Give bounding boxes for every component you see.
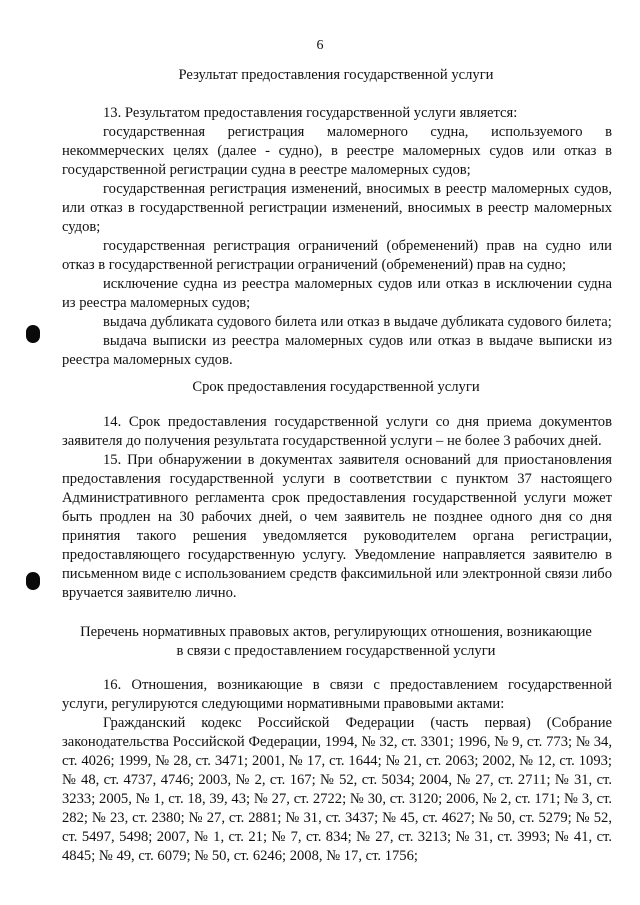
section-body-acts	[62, 676, 612, 866]
section-body-result	[62, 104, 612, 370]
section-heading-result: Результат предоставления государственной услуги	[178, 67, 494, 83]
section-heading-term: Срок предоставления государственной услуги	[192, 379, 480, 395]
section-heading-acts-line2: в связи с предоставлением государственной услуги	[176, 643, 496, 659]
paragraph-item: выдача дубликата судового билета или отказ в выдаче дубликата судового билета;	[103, 314, 612, 330]
paragraph-item: исключение судна из реестра маломерных судов или отказ в исключении судна из реестра маломерных судов;	[62, 276, 612, 311]
paragraph-14: 14. Срок предоставления государственной услуги со дня приема документов заявителя до получения результата государственной услуги – не более 3 рабочих дней.	[62, 414, 612, 449]
paragraph-16: 16. Отношения, возникающие в связи с предоставлением государственной услуги, регулируются следующими нормативными правовыми актами:	[62, 677, 612, 712]
paragraph-item: государственная регистрация маломерного судна, используемого в некоммерческих целях (далее - судно), в реестре маломерных судов или отказ в государственной регистрации судна в реестре маломерных судов;	[62, 124, 612, 178]
punch-hole-mark	[26, 325, 40, 343]
page-number: 6	[316, 38, 324, 53]
paragraph-item: государственная регистрация ограничений (обременений) прав на судно или отказ в государственной регистрации ограничений (обременений) прав на судно;	[62, 238, 612, 273]
section-heading-acts-line1: Перечень нормативных правовых актов, регулирующих отношения, возникающие	[80, 624, 592, 640]
paragraph-civil-code: Гражданский кодекс Российской Федерации (часть первая) (Собрание законодательства Российской Федерации, 1994, № 32, ст. 3301; 1996, № 9, ст. 773; № 34, ст. 4026; 1999, № 28, ст. 3471; 2001, № 17, ст. 1644; № 21, ст. 2063; 2002, № 12, ст. 1093; № 48, ст. 4737, 4746; 2003, № 2, ст. 167; № 52, ст. 5034; 2004, № 27, ст. 2711; № 31, ст. 3233; 2005, № 1, ст. 18, 39, 43; № 27, ст. 2722; № 30, ст. 3120; 2006, № 2, ст. 171; № 3, ст. 282; № 23, ст. 2380; № 27, ст. 2881; № 31, ст. 3437; № 45, ст. 4627; № 50, ст. 5279; № 52, ст. 5497, 5498; 2007, № 1, ст. 21; № 7, ст. 834; № 27, ст. 3213; № 31, ст. 3993; № 41, ст. 4845; № 49, ст. 6079; № 50, ст. 6246; 2008, № 17, ст. 1756;	[62, 715, 612, 864]
section-heading-acts	[60, 623, 612, 661]
paragraph-15: 15. При обнаружении в документах заявителя оснований для приостановления предоставления государственной услуги в соответствии с пунктом 37 настоящего Административного регламента срок предоставления государственной услуги может быть продлен на 30 рабочих дней, о чем заявитель не позднее одного дня со дня принятия такого решения уведомляется руководителем органа регистрации, предоставляющего государственную услугу. Уведомление направляется заявителю в письменном виде с использованием средств факсимильной или электронной связи либо вручается заявителю лично.	[62, 452, 612, 601]
paragraph-13: 13. Результатом предоставления государственной услуги является:	[103, 105, 518, 121]
paragraph-item: выдача выписки из реестра маломерных судов или отказ в выдаче выписки из реестра маломерных судов.	[62, 333, 612, 368]
section-body-term	[62, 413, 612, 603]
punch-hole-mark	[26, 572, 40, 590]
paragraph-item: государственная регистрация изменений, вносимых в реестр маломерных судов, или отказ в государственной регистрации изменений, вносимых в реестр маломерных судов;	[62, 181, 612, 235]
